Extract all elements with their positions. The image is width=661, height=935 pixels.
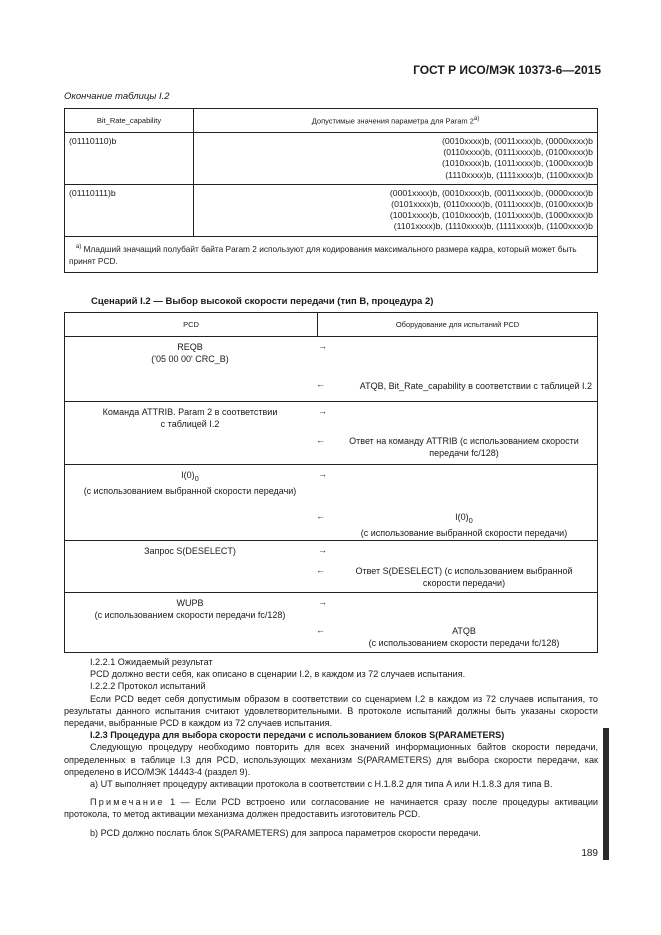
page-number: 189: [581, 848, 598, 859]
scenario-table: [64, 312, 598, 653]
pcd-step-text: Запрос S(DESELECT): [144, 546, 236, 556]
arrow-left-icon: ←: [316, 565, 325, 575]
arrow-right-icon: →: [318, 469, 327, 479]
arrow-right-icon: →: [318, 406, 327, 416]
document-header: ГОСТ Р ИСО/МЭК 10373-6—2015: [413, 63, 601, 77]
arrow-right-icon: →: [318, 597, 327, 607]
arrow-right-icon: →: [318, 545, 327, 555]
scenario-title: Сценарий I.2 — Выбор высокой скорости передачи (тип B, процедура 2): [91, 296, 434, 307]
values-cell: (0010xxxx)b, (0011xxxx)b, (0000xxxx)b (0110xxxx)b, (0111xxxx)b, (0100xxxx)b (1010xxxx)b, (1011xxxx)b, (1000xxxx)b (1110xxxx)b, (1111xxxx)b, (1100xxxx)b: [194, 133, 598, 185]
pcd-header: PCD: [65, 313, 318, 337]
scenario-step: [65, 465, 598, 541]
capability-cell: (01110110)b: [65, 133, 194, 185]
scenario-step: [65, 337, 598, 402]
device-step-text: $I(0)_0$ (с использование выбранной скорости передачи): [360, 512, 568, 538]
pcd-step-text: WUPB (с использованием скорости передачи fc/128): [94, 598, 286, 620]
test-equipment-header: Оборудование для испытаний PCD: [318, 313, 598, 337]
table-footnote: $^{a)}$ Младший значащий полубайт байта Param 2 используют для кодирования максимального размера кадра, который может быть принят PCD.: [65, 236, 598, 273]
footnote-row: [65, 236, 598, 273]
arrow-left-icon: ←: [316, 379, 325, 389]
paragraph: Если PCD ведет себя допустимым образом в соответствии со сценарием I.2 в каждом из 72 случаев испытания, то результаты данного испытания считают удовлетворительными. В протоколе испытаний должны быть указаны скорости передачи, выбранные PCD в каждом из 72 случаев испытания.: [64, 693, 598, 729]
device-step-text: ATQB (с использованием скорости передачи fc/128): [368, 626, 560, 648]
values-cell: (0001xxxx)b, (0010xxxx)b, (0011xxxx)b, (0000xxxx)b (0101xxxx)b, (0110xxxx)b, (0111xxxx)b, (0100xxxx)b (1001xxxx)b, (1010xxxx)b, (1011xxxx)b, (1000xxxx)b (1101xxxx)b, (1110xxxx)b, (1111xxxx)b, (1100xxxx)b: [194, 184, 598, 236]
table-row: [65, 184, 598, 236]
bitrate-capability-header: Bit_Rate_capability: [65, 109, 194, 133]
pcd-step-text: REQB ('05 00 00' CRC_B): [151, 342, 229, 364]
table-caption: Окончание таблицы I.2: [64, 91, 170, 102]
param2-header: Допустимые значения параметра для Param 2$^{a)}$: [194, 109, 598, 133]
scenario-step: [65, 593, 598, 653]
paragraph: a) UT выполняет процедуру активации протокола в соответствии с H.1.8.2 для типа A или H.1.8.3 для типа B.: [90, 779, 553, 790]
margin-bar: [603, 728, 609, 860]
device-step-text: ATQB, Bit_Rate_capability в соответствии с таблицей I.2: [359, 381, 592, 391]
bitrate-table: [64, 108, 598, 273]
scenario-header-row: [65, 313, 598, 337]
note-paragraph: Примечание 1 — Если PCD встроено или согласование не начинается сразу после процедуры активации протокола, то метод активации механизма должен предоставить изготовитель PCD.: [64, 797, 598, 820]
device-step-text: Ответ на команду ATTRIB (с использованием скорости передачи fc/128): [349, 436, 579, 458]
arrow-right-icon: →: [318, 341, 327, 351]
arrow-left-icon: ←: [316, 625, 325, 635]
capability-cell: (01110111)b: [65, 184, 194, 236]
arrow-left-icon: ←: [316, 511, 325, 521]
pcd-step-text: Команда ATTRIB. Param 2 в соответствии с таблицей I.2: [102, 407, 278, 429]
paragraph: b) PCD должно послать блок S(PARAMETERS) для запроса параметров скорости передачи.: [90, 827, 481, 838]
section-heading: I.2.2.1 Ожидаемый результат: [90, 657, 213, 667]
paragraph: PCD должно вести себя, как описано в сценарии I.2, в каждом из 72 случаев испытания.: [90, 669, 466, 680]
section-heading: I.2.2.2 Протокол испытаний: [90, 681, 206, 692]
paragraph: Следующую процедуру необходимо повторить для всех значений информационных байтов скорости передачи, определенных в таблице I.3 для PCD, использующих механизм S(PARAMETERS) для выбора скорости передачи, как определено в ИСО/МЭК 14443-4 (раздел 9).: [64, 742, 598, 777]
body-text: [64, 656, 598, 839]
device-step-text: Ответ S(DESELECT) (с использованием выбранной скорости передачи): [355, 566, 573, 588]
table-header-row: [65, 109, 598, 133]
scenario-step: [65, 402, 598, 465]
pcd-step-text: $I(0)_0$ (с использованием выбранной скорости передачи): [83, 470, 297, 496]
scenario-step: [65, 541, 598, 593]
section-heading: I.2.3 Процедура для выбора скорости передачи с использованием блоков S(PARAMETERS): [90, 730, 505, 741]
arrow-left-icon: ←: [316, 435, 325, 445]
table-row: [65, 133, 598, 185]
